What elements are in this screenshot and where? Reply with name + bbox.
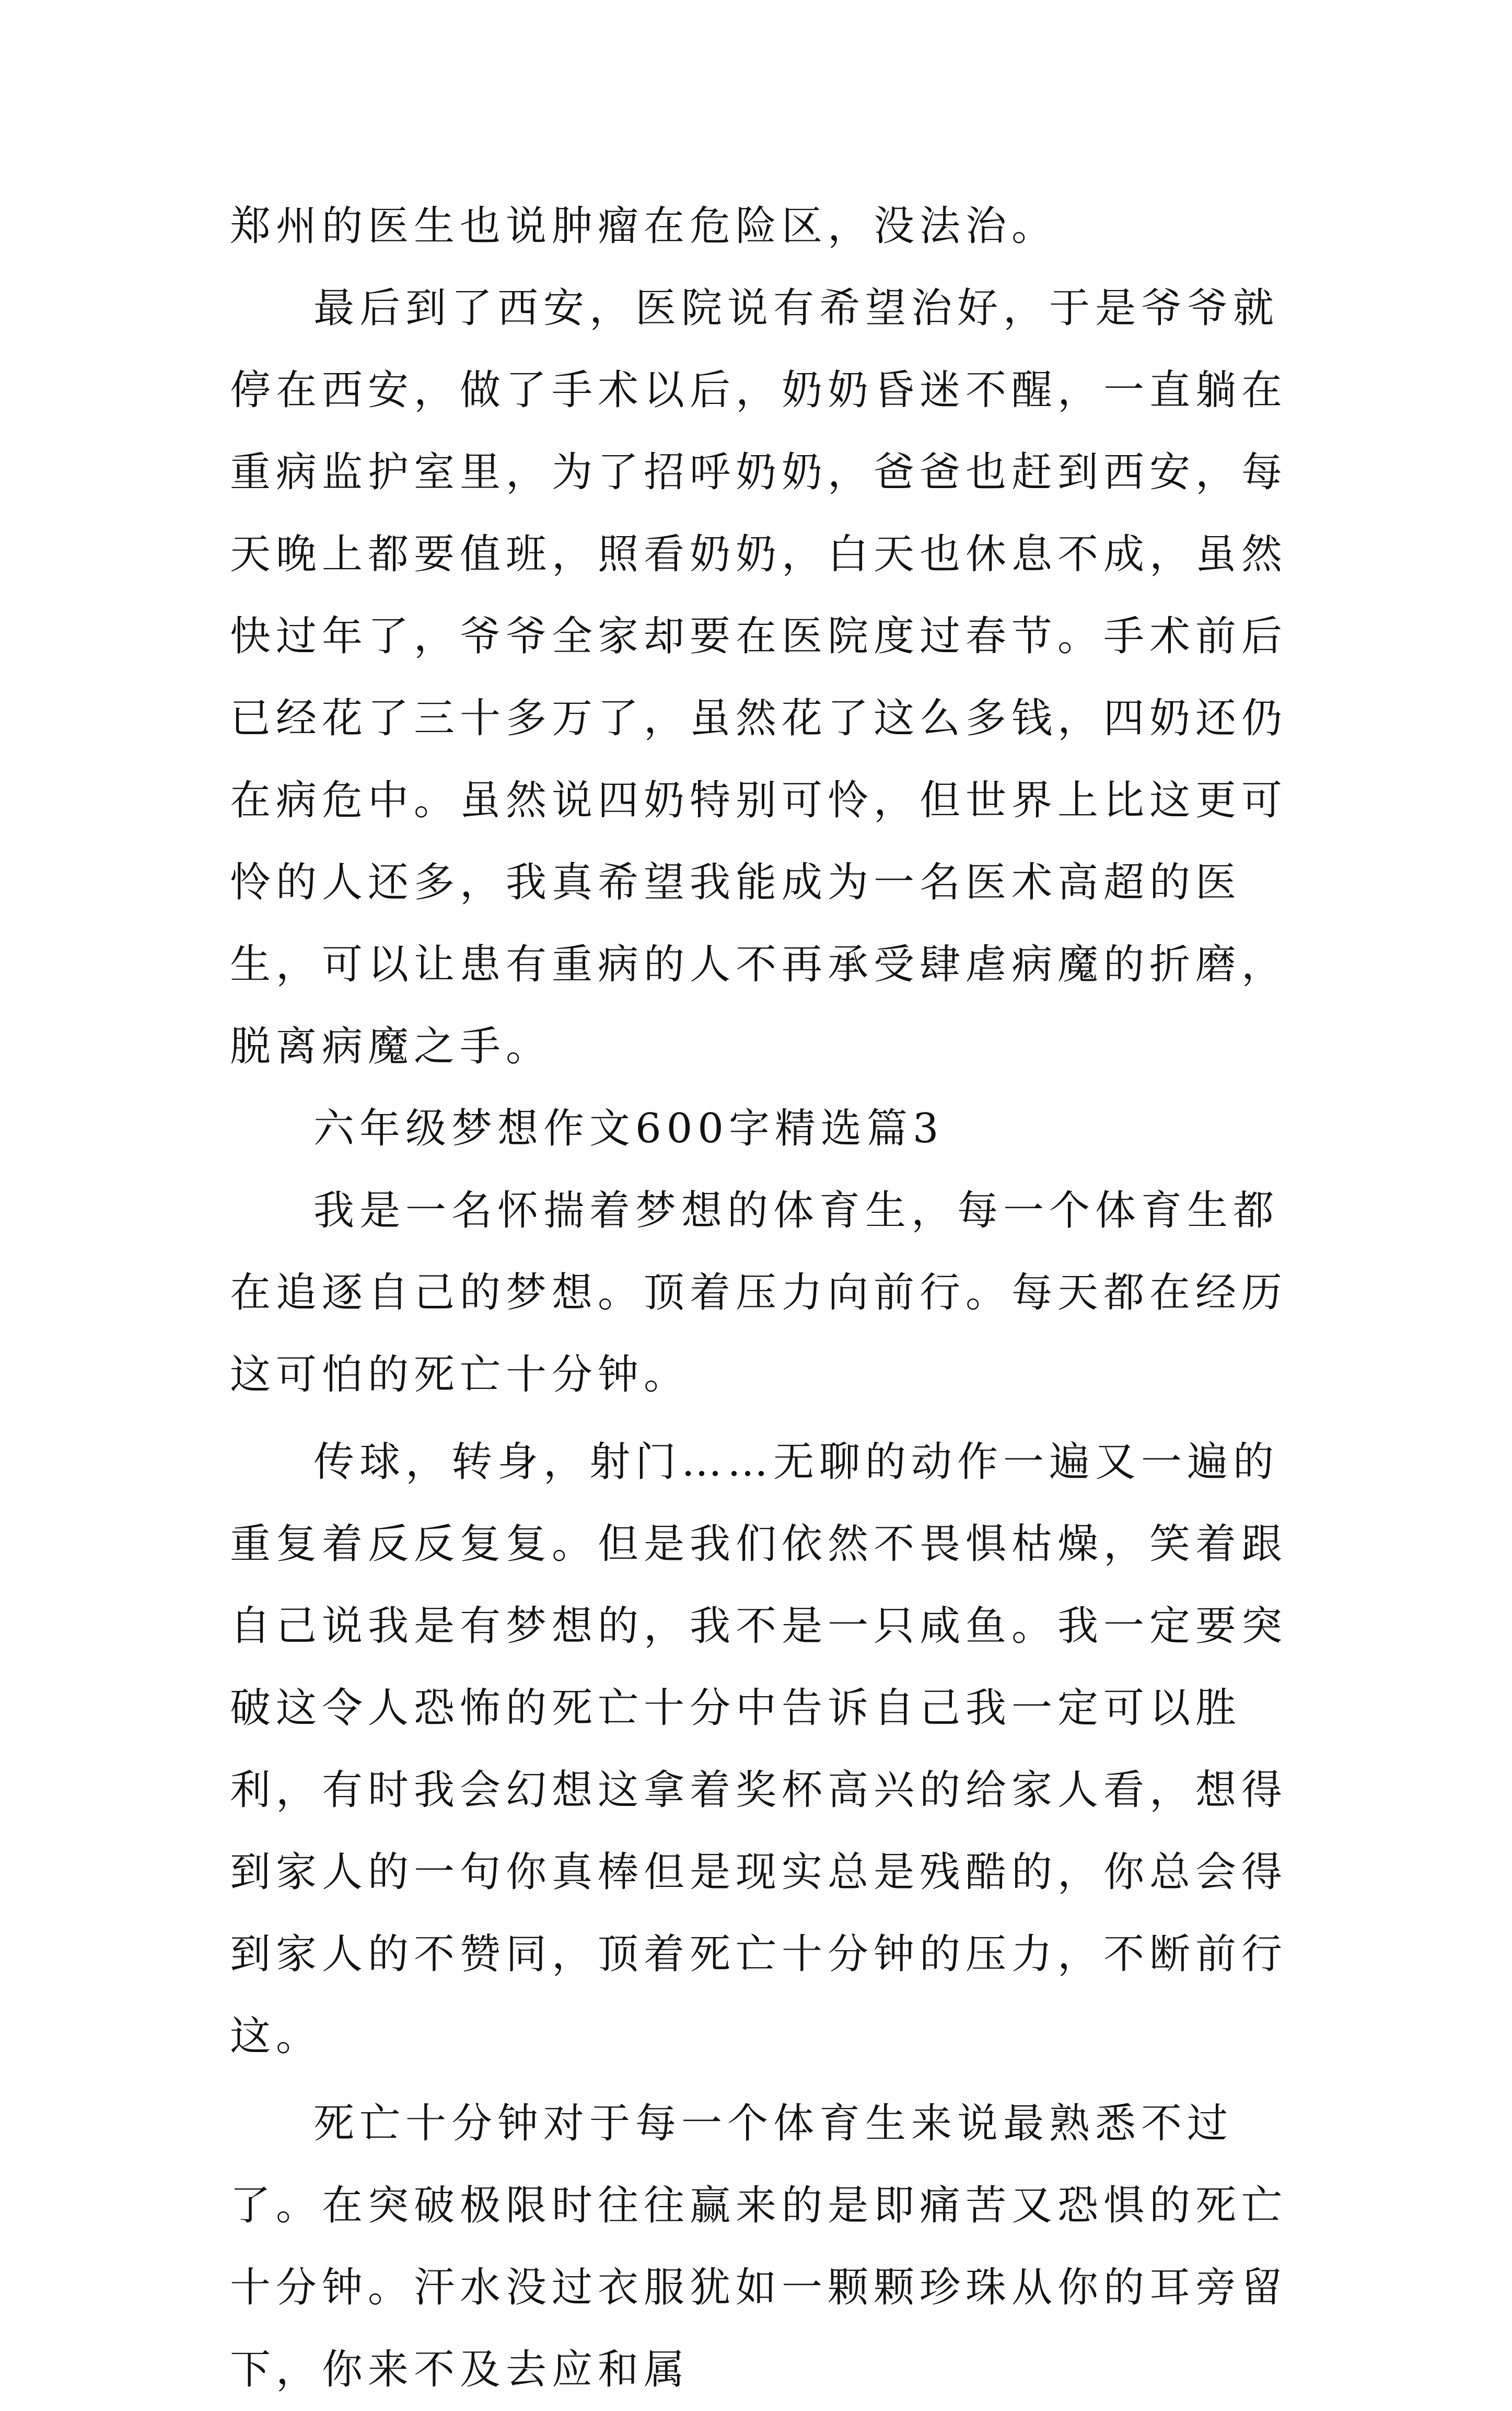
paragraph-xian-hospital: 最后到了西安，医院说有希望治好，于是爷爷就停在西安，做了手术以后，奶奶昏迷不醒，一直躺在重病监护室里，为了招呼奶奶，爸爸也赶到西安，每天晚上都要值班，照看奶奶，白天也休息不成，虽然快过年了，爷爷全家却要在医院度过春节。手术前后已经花了三十多万了，虽然花了这么多钱，四奶还仍在病危中。虽然说四奶特别可怜，但世界上比这更可怜的人还多，我真希望我能成为一名医术高超的医生，可以让患有重病的人不再承受肆虐病魔的折磨，脱离病魔之手。 [230,285,1288,1070]
section-heading: 六年级梦想作文600字精选篇3 [313,1105,944,1152]
paragraph-continuation: 郑州的医生也说肿瘤在危险区，没法治。 [230,203,1058,250]
paragraph-training: 传球，转身，射门……无聊的动作一遍又一遍的重复着反反复复。但是我们依然不畏惧枯燥，笑着跟自己说我是有梦想的，我不是一只咸鱼。我一定要突破这令人恐怖的死亡十分中告诉自己我一定可以胜利，有时我会幻想这拿着奖杯高兴的给家人看，想得到家人的一句你真棒但是现实总是残酷的，你总会得到家人的不赞同，顶着死亡十分钟的压力，不断前行这。 [230,1439,1288,2060]
document-body [230,186,1290,2411]
paragraph-death-ten-minutes: 死亡十分钟对于每一个体育生来说最熟悉不过了。在突破极限时往往赢来的是即痛苦又恐惧的死亡十分钟。汗水没过衣服犹如一颗颗珍珠从你的耳旁留下，你来不及去应和属 [230,2100,1288,2393]
paragraph-sports-student: 我是一名怀揣着梦想的体育生，每一个体育生都在追逐自己的梦想。顶着压力向前行。每天都在经历这可怕的死亡十分钟。 [230,1187,1288,1398]
